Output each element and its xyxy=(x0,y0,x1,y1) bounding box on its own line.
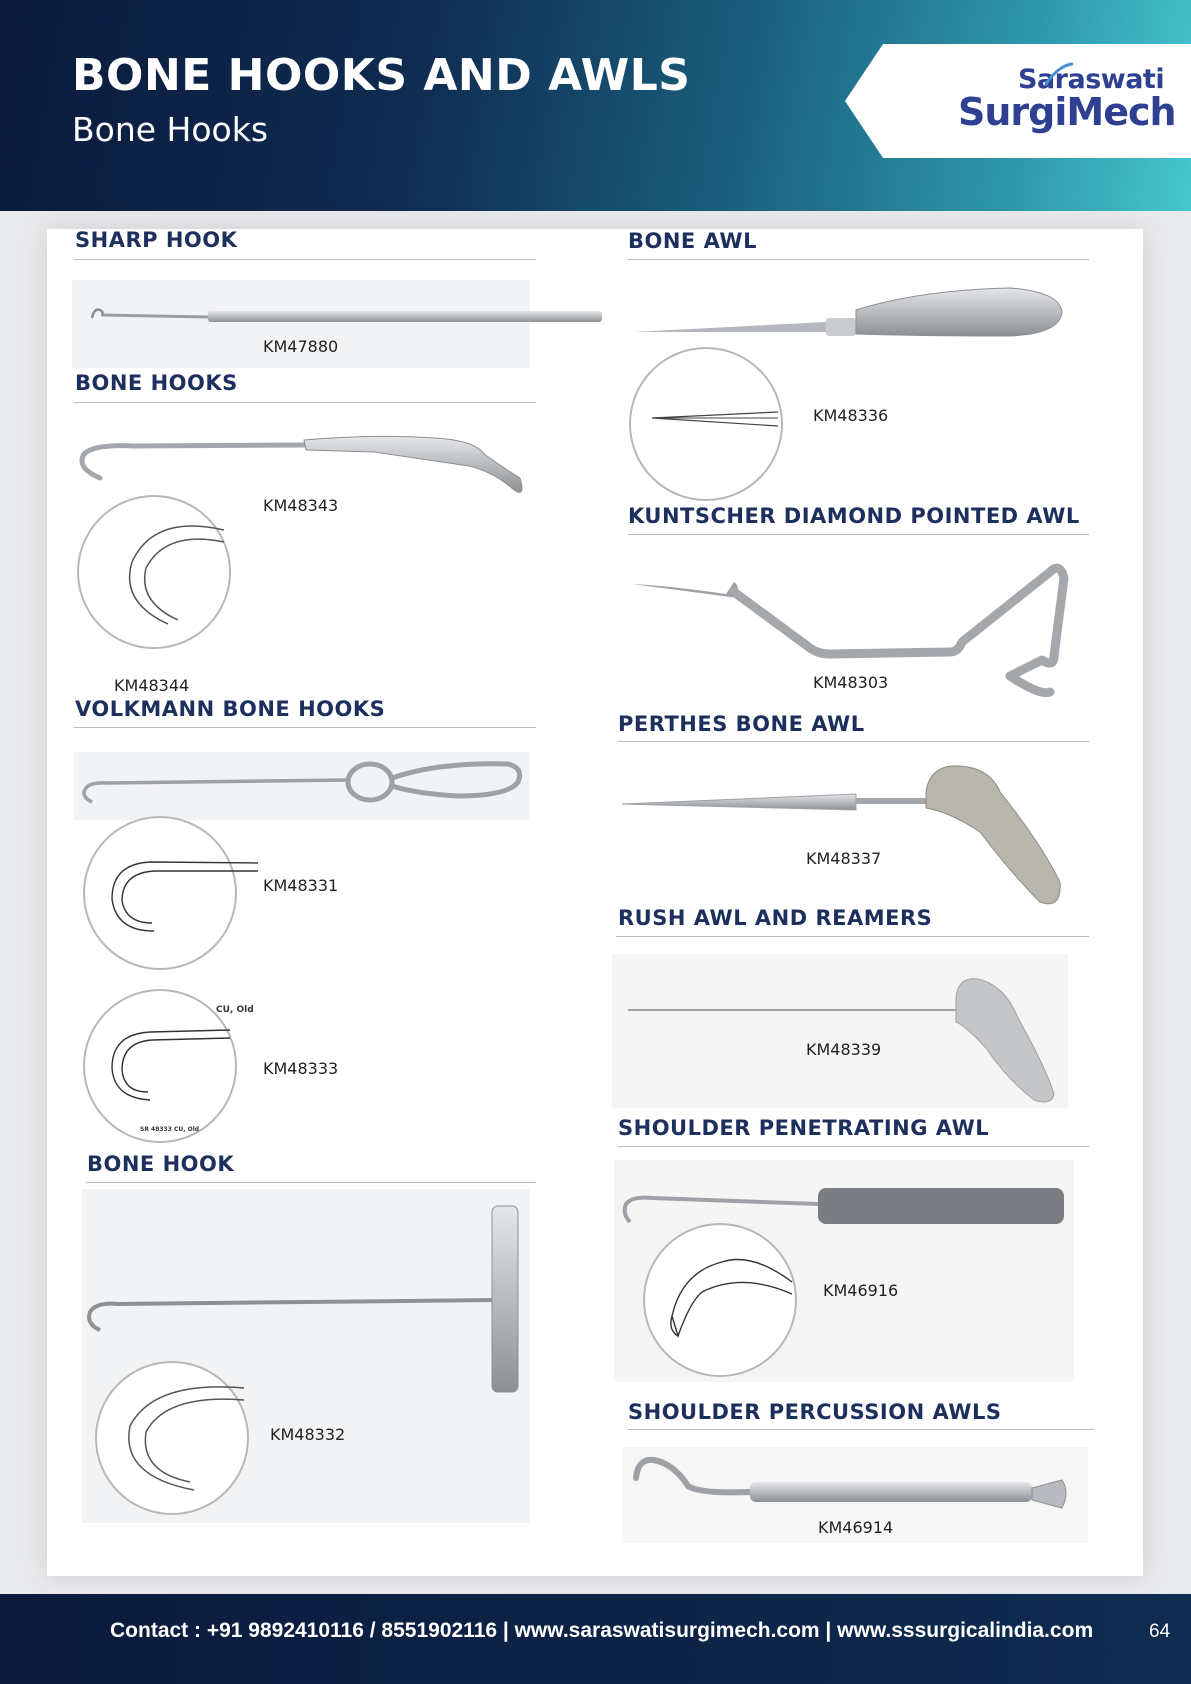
heading-rule xyxy=(86,1182,536,1183)
logo-swoosh-icon xyxy=(1044,62,1074,88)
heading-rule xyxy=(74,402,536,403)
heading-rule xyxy=(628,1429,1094,1430)
heading-rule xyxy=(628,534,1089,535)
heading-rush-awl: RUSH AWL AND REAMERS xyxy=(618,906,933,930)
logo-text-line2: SurgiMech xyxy=(958,90,1176,134)
product-code: KM48343 xyxy=(263,496,339,515)
product-code: KM46916 xyxy=(823,1281,899,1300)
product-code: KM48333 xyxy=(263,1059,339,1078)
heading-kuntscher-awl: KUNTSCHER DIAMOND POINTED AWL xyxy=(628,504,1080,528)
detail-circle-magnifier xyxy=(628,346,788,502)
product-code: KM48331 xyxy=(263,876,339,895)
footer-contact: Contact : +91 9892410116 / 8551902116 | www.saraswatisurgimech.com | www.sssurgicalindia.com xyxy=(110,1619,1094,1642)
rush-awl-image xyxy=(626,968,1066,1108)
product-code: KM48332 xyxy=(270,1425,346,1444)
heading-bone-awl: BONE AWL xyxy=(628,229,757,253)
product-code: KM46914 xyxy=(818,1518,894,1537)
heading-perthes-awl: PERTHES BONE AWL xyxy=(618,712,865,736)
detail-circle-magnifier xyxy=(94,1360,254,1516)
heading-rule xyxy=(618,741,1089,742)
product-code: KM48336 xyxy=(813,406,889,425)
heading-rule xyxy=(618,1146,1089,1147)
product-code: KM48303 xyxy=(813,673,889,692)
detail-label: SR 48333 CU, Old xyxy=(140,1126,200,1133)
heading-shoulder-penetrating-awl: SHOULDER PENETRATING AWL xyxy=(618,1116,990,1140)
bone-awl-image xyxy=(630,282,1070,352)
volkmann-hook-image xyxy=(78,756,528,816)
detail-label: CU, Old xyxy=(216,1005,254,1015)
detail-circle-magnifier xyxy=(82,815,262,971)
heading-bone-hook: BONE HOOK xyxy=(87,1152,235,1176)
page-subtitle: Bone Hooks xyxy=(72,110,269,149)
page-title: BONE HOOKS AND AWLS xyxy=(72,50,691,101)
heading-volkmann-bone-hooks: VOLKMANN BONE HOOKS xyxy=(75,697,386,721)
heading-rule xyxy=(74,259,536,260)
logo-text-line1: Saraswati xyxy=(1018,64,1165,95)
sharp-hook-image xyxy=(88,298,518,328)
detail-circle-magnifier xyxy=(74,492,234,652)
product-code: KM48337 xyxy=(806,849,882,868)
heading-bone-hooks: BONE HOOKS xyxy=(75,371,238,395)
product-code: KM47880 xyxy=(263,337,339,356)
heading-rule xyxy=(616,936,1089,937)
detail-circle-magnifier xyxy=(642,1222,812,1378)
heading-sharp-hook: SHARP HOOK xyxy=(75,228,238,252)
heading-rule xyxy=(74,727,536,728)
product-code: KM48344 xyxy=(114,676,190,695)
product-code: KM48339 xyxy=(806,1040,882,1059)
heading-shoulder-percussion-awls: SHOULDER PERCUSSION AWLS xyxy=(628,1400,1002,1424)
page-number: 64 xyxy=(1149,1621,1171,1642)
perthes-awl-image xyxy=(620,762,1070,912)
heading-rule xyxy=(628,259,1089,260)
